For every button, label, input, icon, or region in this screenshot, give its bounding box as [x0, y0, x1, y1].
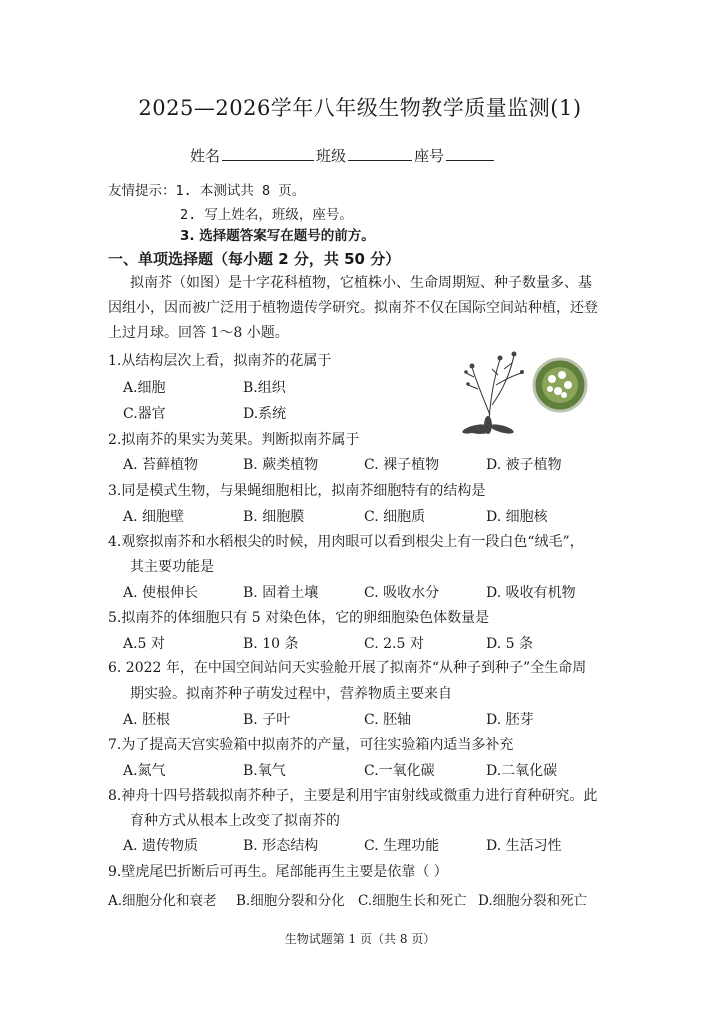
- passage-line: 拟南芥（如图）是十字花科植物，它植株小、生命周期短、种子数量多、基: [130, 275, 592, 291]
- option[interactable]: A. 遗传物质: [123, 838, 199, 854]
- class-blank[interactable]: [348, 146, 412, 161]
- option[interactable]: D. 胚芽: [486, 712, 534, 728]
- option[interactable]: C. 裸子植物: [364, 457, 440, 473]
- passage-line: 上过月球。回答 1～8 小题。: [108, 325, 289, 341]
- section-heading: 一、单项选择题（每小题 2 分，共 50 分）: [108, 250, 401, 268]
- name-label: 姓名: [190, 147, 221, 165]
- passage-line: 因组小，因而被广泛用于植物遗传学研究。拟南芥不仅在国际空间站种植，还登: [108, 300, 598, 316]
- option[interactable]: A.5 对: [123, 636, 165, 652]
- option[interactable]: D. 被子植物: [486, 457, 562, 473]
- question-stem: 9.壁虎尾巴折断后可再生。尾部能再生主要是依靠（ ）: [108, 864, 448, 880]
- tips-line-1: [108, 179, 305, 199]
- option[interactable]: B. 10 条: [243, 636, 299, 652]
- option[interactable]: A.氮气: [123, 763, 166, 779]
- seat-label: 座号: [414, 147, 445, 165]
- option[interactable]: D.系统: [243, 406, 287, 422]
- name-blank[interactable]: [222, 146, 314, 161]
- class-label: 班级: [316, 147, 347, 165]
- option[interactable]: C.器官: [123, 406, 166, 422]
- option[interactable]: C. 胚轴: [364, 712, 412, 728]
- option[interactable]: D.二氧化碳: [486, 763, 558, 779]
- option[interactable]: B.氧气: [243, 763, 286, 779]
- seat-blank[interactable]: [446, 146, 494, 161]
- option[interactable]: D.细胞分裂和死亡: [478, 893, 588, 909]
- exam-title: 2025—2026学年八年级生物教学质量监测(1): [138, 96, 582, 120]
- question-stem: 2.拟南芥的果实为荚果。判断拟南芥属于: [108, 432, 360, 448]
- page-footer: 生物试题第 1 页（共 8 页）: [284, 932, 436, 946]
- question-stem: 7.为了提高天宫实验箱中拟南芥的产量，可往实验箱内适当多补充: [108, 737, 514, 753]
- question-stem: 5.拟南芥的体细胞只有 5 对染色体，它的卵细胞染色体数量是: [108, 610, 490, 626]
- tip-item: 3. 选择题答案写在题号的前方。: [180, 228, 375, 244]
- option[interactable]: C. 细胞质: [364, 509, 426, 525]
- tips-label: 友情提示：: [108, 183, 176, 199]
- question-stem: 8.神舟十四号搭载拟南芥种子，主要是利用宇宙射线或微重力进行育种研究。此: [108, 788, 598, 804]
- question-stem: 6. 2022 年，在中国空间站问天实验舱开展了拟南芥“从种子到种子”全生命周: [108, 660, 587, 676]
- question-stem: 期实验。拟南芥种子萌发过程中，营养物质主要来自: [130, 686, 452, 702]
- question-stem: 4.观察拟南芥和水稻根尖的时候，用肉眼可以看到根尖上有一段白色“绒毛”，: [108, 534, 584, 550]
- option[interactable]: B. 蕨类植物: [243, 457, 319, 473]
- option[interactable]: D. 5 条: [486, 636, 533, 652]
- option[interactable]: B. 细胞膜: [243, 509, 305, 525]
- option[interactable]: A. 胚根: [123, 712, 171, 728]
- option[interactable]: A.细胞: [123, 380, 166, 396]
- option[interactable]: B.细胞分裂和分化: [236, 893, 345, 909]
- question-stem: 其主要功能是: [130, 559, 214, 575]
- option[interactable]: C.细胞生长和死亡: [358, 893, 467, 909]
- option[interactable]: B. 形态结构: [243, 838, 319, 854]
- option[interactable]: A. 苔藓植物: [123, 457, 199, 473]
- option[interactable]: B.组织: [243, 380, 286, 396]
- option[interactable]: C. 吸收水分: [364, 585, 440, 601]
- option[interactable]: B. 固着土壤: [243, 585, 319, 601]
- option[interactable]: C.一氧化碳: [364, 763, 435, 779]
- student-info: [190, 145, 496, 166]
- option[interactable]: C. 2.5 对: [364, 636, 424, 652]
- option[interactable]: A. 使根伸长: [123, 585, 199, 601]
- tip-item: 2. 写上姓名，班级，座号。: [180, 207, 353, 223]
- tip-item: 1. 本测试共 8 页。: [175, 183, 306, 199]
- option[interactable]: B. 子叶: [243, 712, 291, 728]
- option[interactable]: A.细胞分化和衰老: [108, 893, 217, 909]
- option[interactable]: D. 细胞核: [486, 509, 548, 525]
- option[interactable]: C. 生理功能: [364, 838, 440, 854]
- option[interactable]: A. 细胞壁: [123, 509, 185, 525]
- question-stem: 育种方式从根本上改变了拟南芥的: [130, 813, 340, 829]
- question-stem: 1.从结构层次上看，拟南芥的花属于: [108, 353, 332, 369]
- option[interactable]: D. 生活习性: [486, 838, 562, 854]
- question-stem: 3.同是模式生物，与果蝇细胞相比，拟南芥细胞特有的结构是: [108, 483, 486, 499]
- arabidopsis-illustration: [452, 345, 590, 437]
- option[interactable]: D. 吸收有机物: [486, 585, 576, 601]
